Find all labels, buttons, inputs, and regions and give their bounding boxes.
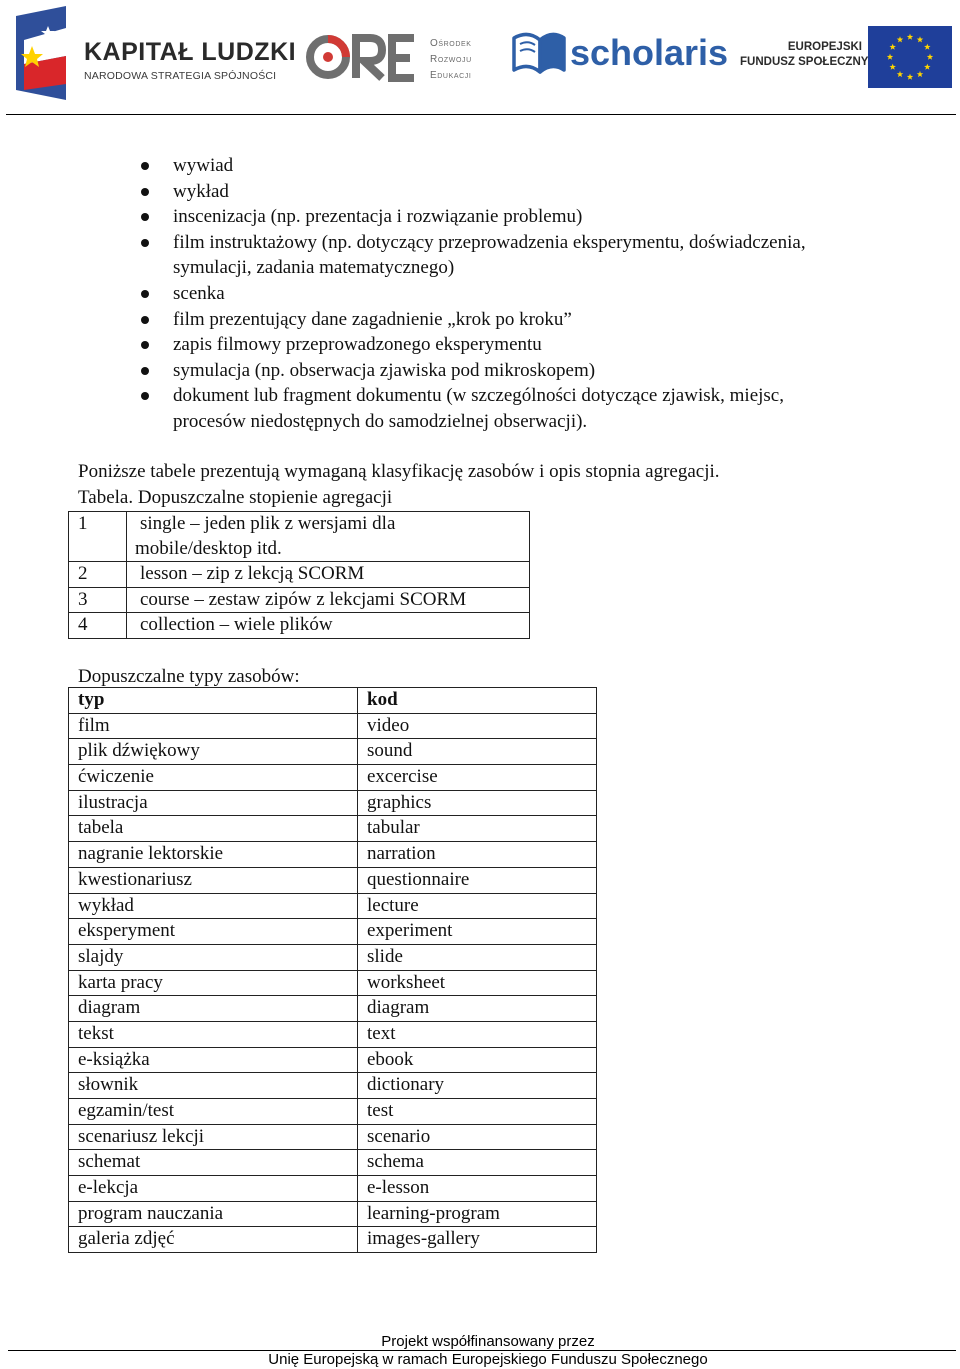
resource-type-cell: e-lekcja [69, 1176, 358, 1202]
intro-paragraph: Poniższe tabele prezentują wymaganą klasyfikację zasobów i opis stopnia agregacji. [78, 461, 720, 482]
bullet-dot-icon [141, 239, 149, 247]
table-row [69, 970, 597, 996]
table-row [69, 944, 597, 970]
bullet-item [140, 358, 900, 384]
resource-type-cell: ćwiczenie [69, 765, 358, 791]
table-row [69, 613, 530, 639]
table-row [69, 587, 530, 613]
aggregation-level-description: course – zestaw zipów z lekcjami SCORM [127, 587, 530, 613]
bullet-dot-icon [141, 290, 149, 298]
kapital-ludzki-flag-icon [10, 6, 68, 100]
scholaris-logo [510, 26, 729, 86]
bullet-text: inscenizacja (np. prezentacja i rozwiązanie problemu) [173, 206, 583, 228]
resource-type-cell: słownik [69, 1073, 358, 1099]
table-row [69, 790, 597, 816]
resource-code-cell: test [358, 1099, 597, 1125]
table-row [69, 842, 597, 868]
table-row [69, 996, 597, 1022]
bullet-dot-icon [141, 392, 149, 400]
scholaris-wordmark: scholaris [570, 32, 729, 73]
table-row [69, 1150, 597, 1176]
footer-line-1: Projekt współfinansowany przez [381, 1333, 595, 1350]
resource-type-cell: wykład [69, 893, 358, 919]
resource-code-cell: video [358, 713, 597, 739]
resource-type-cell: slajdy [69, 944, 358, 970]
table-row [69, 713, 597, 739]
bullet-text: film instruktażowy (np. dotyczący przeprowadzenia eksperymentu, doświadczenia, [173, 231, 806, 253]
bullet-text: film prezentujący dane zagadnienie „krok po kroku” [173, 308, 572, 330]
table-row [69, 1176, 597, 1202]
bullet-dot-icon [141, 341, 149, 349]
bullet-item [140, 153, 900, 179]
resource-type-cell: program nauczania [69, 1201, 358, 1227]
table-row [69, 739, 597, 765]
resource-type-cell: tabela [69, 816, 358, 842]
aggregation-level-description: lesson – zip z lekcją SCORM [127, 562, 530, 588]
bullet-text: wywiad [173, 155, 234, 176]
resource-type-cell: eksperyment [69, 919, 358, 945]
table-row [69, 1227, 597, 1253]
resource-code-cell: diagram [358, 996, 597, 1022]
bullet-text: scenka [173, 282, 225, 304]
aggregation-table-caption: Tabela. Dopuszczalne stopienie agregacji [78, 487, 393, 508]
bullet-item [140, 281, 900, 307]
ore-name: Ośrodek Rozwoju Edukacji [430, 38, 472, 81]
table-row [69, 562, 530, 588]
bullet-item [140, 307, 900, 333]
table-row [69, 816, 597, 842]
resource-type-cell: galeria zdjęć [69, 1227, 358, 1253]
resource-code-cell: sound [358, 739, 597, 765]
resource-code-cell: questionnaire [358, 867, 597, 893]
page-header [0, 0, 960, 118]
kapital-ludzki-subtitle: NARODOWA STRATEGIA SPÓJNOŚCI [84, 70, 277, 82]
resource-type-cell: diagram [69, 996, 358, 1022]
table-header-row [69, 688, 597, 714]
column-header-type: typ [69, 688, 358, 714]
bullet-item [140, 383, 900, 434]
bullet-text: wykład [173, 180, 229, 202]
eu-flag-icon [868, 26, 952, 88]
bullet-text: zapis filmowy przeprowadzonego eksperymentu [173, 334, 542, 356]
resource-types-table [68, 687, 597, 1253]
resource-type-cell: egzamin/test [69, 1099, 358, 1125]
resource-code-cell: slide [358, 944, 597, 970]
bullet-dot-icon [141, 316, 149, 324]
ore-mark-icon [306, 30, 418, 84]
bullet-text: procesów niedostępnych do samodzielnej obserwacji). [173, 410, 588, 432]
resource-code-cell: graphics [358, 790, 597, 816]
bullet-dot-icon [141, 367, 149, 375]
resource-code-cell: excercise [358, 765, 597, 791]
resource-code-cell: e-lesson [358, 1176, 597, 1202]
resource-type-cell: karta pracy [69, 970, 358, 996]
resource-code-cell: dictionary [358, 1073, 597, 1099]
method-bullet-list [140, 153, 900, 435]
resource-code-cell: tabular [358, 816, 597, 842]
table-row [69, 1047, 597, 1073]
aggregation-level-description: single – jeden plik z wersjami dla mobile/desktop itd. [127, 512, 530, 562]
table-row [69, 1201, 597, 1227]
resource-code-cell: text [358, 1021, 597, 1047]
resource-type-cell: plik dźwiękowy [69, 739, 358, 765]
resource-code-cell: scenario [358, 1124, 597, 1150]
resource-code-cell: narration [358, 842, 597, 868]
efs-logo [740, 24, 954, 90]
efs-name: EUROPEJSKI FUNDUSZ SPOŁECZNY [740, 41, 869, 68]
bullet-item [140, 230, 900, 281]
resource-type-cell: scenariusz lekcji [69, 1124, 358, 1150]
resource-code-cell: experiment [358, 919, 597, 945]
resource-code-cell: schema [358, 1150, 597, 1176]
table-row [69, 893, 597, 919]
table-row [69, 1124, 597, 1150]
resource-type-cell: e-książka [69, 1047, 358, 1073]
bullet-dot-icon [141, 188, 149, 196]
resource-type-cell: kwestionariusz [69, 867, 358, 893]
bullet-item [140, 204, 900, 230]
resource-type-cell: film [69, 713, 358, 739]
ore-logo [306, 30, 486, 90]
aggregation-table [68, 511, 530, 639]
bullet-dot-icon [141, 162, 149, 170]
resource-type-cell: schemat [69, 1150, 358, 1176]
table-row [69, 512, 530, 562]
open-book-icon [510, 28, 568, 76]
table-row [69, 1099, 597, 1125]
kapital-ludzki-title: KAPITAŁ LUDZKI [84, 38, 297, 66]
resource-code-cell: ebook [358, 1047, 597, 1073]
column-header-code: kod [358, 688, 597, 714]
aggregation-level-description: collection – wiele plików [127, 613, 530, 639]
resource-code-cell: worksheet [358, 970, 597, 996]
resource-code-cell: learning-program [358, 1201, 597, 1227]
table-row [69, 1021, 597, 1047]
aggregation-level-number: 3 [69, 587, 127, 613]
resource-types-caption: Dopuszczalne typy zasobów: [78, 666, 300, 687]
bullet-text: dokument lub fragment dokumentu (w szczególności dotyczące zjawisk, miejsc, [173, 385, 784, 407]
bullet-text: symulacja (np. obserwacja zjawiska pod mikroskopem) [173, 359, 596, 381]
footer-line-2: Unię Europejską w ramach Europejskiego Funduszu Społecznego [268, 1351, 708, 1368]
table-row [69, 765, 597, 791]
aggregation-level-number: 2 [69, 562, 127, 588]
resource-type-cell: tekst [69, 1021, 358, 1047]
header-divider [6, 114, 956, 115]
resource-code-cell: lecture [358, 893, 597, 919]
table-row [69, 867, 597, 893]
table-row [69, 919, 597, 945]
bullet-dot-icon [141, 213, 149, 221]
aggregation-level-number: 1 [69, 512, 127, 562]
table-row [69, 1073, 597, 1099]
kapital-ludzki-logo [6, 4, 297, 102]
aggregation-level-number: 4 [69, 613, 127, 639]
resource-code-cell: images-gallery [358, 1227, 597, 1253]
resource-type-cell: ilustracja [69, 790, 358, 816]
bullet-item [140, 332, 900, 358]
bullet-item [140, 179, 900, 205]
bullet-text: symulacji, zadania matematycznego) [173, 257, 455, 279]
resource-type-cell: nagranie lektorskie [69, 842, 358, 868]
